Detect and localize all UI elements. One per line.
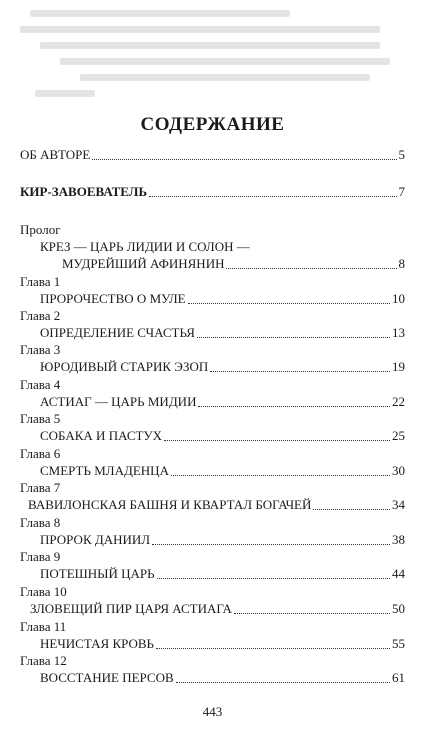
- dot-leader: [164, 440, 390, 441]
- toc-page-number: 44: [392, 566, 405, 581]
- toc-entry-title: КИР-ЗАВОЕВАТЕЛЬ: [20, 184, 148, 199]
- dot-leader: [171, 475, 390, 476]
- toc-page-number: 61: [392, 670, 405, 685]
- toc-entry-label: Глава 6: [20, 446, 61, 461]
- page-number-footer: 443: [202, 704, 223, 719]
- toc-page-number: 13: [392, 325, 405, 340]
- toc-row: [40, 566, 405, 582]
- toc-entry-label: Глава 10: [20, 584, 67, 599]
- toc-row: [40, 359, 405, 375]
- toc-entry-title: ЮРОДИВЫЙ СТАРИК ЭЗОП: [40, 359, 209, 374]
- toc-entry-title-continued: МУДРЕЙШИЙ АФИНЯНИН: [62, 256, 225, 271]
- toc-entry-title: ЗЛОВЕЩИЙ ПИР ЦАРЯ АСТИАГА: [30, 601, 232, 616]
- toc-entry-label: Глава 12: [20, 653, 67, 668]
- dot-leader: [313, 509, 390, 510]
- dot-leader: [156, 648, 390, 649]
- dot-leader: [198, 406, 390, 407]
- toc-entry-title: ПРОРОЧЕСТВО О МУЛЕ: [40, 291, 186, 306]
- toc-entry-label: Глава 11: [20, 619, 67, 634]
- toc-entry-title: ОБ АВТОРЕ: [20, 147, 91, 162]
- toc-entry-title: НЕЧИСТАЯ КРОВЬ: [40, 636, 155, 651]
- toc-entry-title: ОПРЕДЕЛЕНИЕ СЧАСТЬЯ: [40, 325, 195, 340]
- toc-row: [30, 601, 405, 617]
- toc-page-number: 8: [398, 256, 405, 271]
- dot-leader: [176, 682, 390, 683]
- toc-entry-title: ПОТЕШНЫЙ ЦАРЬ: [40, 566, 155, 581]
- toc-entry-label: Глава 1: [20, 274, 61, 289]
- toc-page-number: 19: [392, 359, 405, 374]
- dot-leader: [197, 337, 390, 338]
- toc-entry-label: Пролог: [20, 222, 61, 237]
- toc-page-number: 5: [398, 147, 405, 162]
- toc-entry-title: АСТИАГ — ЦАРЬ МИДИИ: [40, 394, 197, 409]
- show-through-text: [0, 0, 425, 130]
- toc-entry-title: ВАВИЛОНСКАЯ БАШНЯ И КВАРТАЛ БОГАЧЕЙ: [28, 497, 312, 512]
- dot-leader: [210, 371, 390, 372]
- toc-row: [20, 184, 405, 200]
- toc-entry-title: ВОССТАНИЕ ПЕРСОВ: [40, 670, 174, 685]
- toc-page-number: 10: [392, 291, 405, 306]
- toc-page-number: 38: [392, 532, 405, 547]
- page-title: СОДЕРЖАНИЕ: [140, 114, 285, 135]
- dot-leader: [226, 268, 396, 269]
- toc-row: [40, 394, 405, 410]
- toc-page-number: 7: [398, 184, 405, 199]
- toc-row: [20, 147, 405, 163]
- toc-row: [40, 325, 405, 341]
- dot-leader: [149, 196, 396, 197]
- toc-entry-title: КРЕЗ — ЦАРЬ ЛИДИИ И СОЛОН —: [40, 239, 250, 254]
- toc-entry-title: ПРОРОК ДАНИИЛ: [40, 532, 151, 547]
- toc-row: [40, 463, 405, 479]
- toc-row: [62, 256, 405, 272]
- toc-page-number: 55: [392, 636, 405, 651]
- dot-leader: [157, 578, 390, 579]
- toc-row: [40, 532, 405, 548]
- dot-leader: [92, 159, 396, 160]
- toc-entry-label: Глава 5: [20, 411, 61, 426]
- toc-row: [40, 291, 405, 307]
- toc-page-number: 50: [392, 601, 405, 616]
- toc-row: [28, 497, 405, 513]
- toc-entry-label: Глава 9: [20, 549, 61, 564]
- toc-page-number: 25: [392, 428, 405, 443]
- toc-page-number: 22: [392, 394, 405, 409]
- toc-page-number: 34: [392, 497, 405, 512]
- toc-entry-title: СОБАКА И ПАСТУХ: [40, 428, 163, 443]
- toc-entry-label: Глава 4: [20, 377, 61, 392]
- toc-entry-label: Глава 2: [20, 308, 61, 323]
- toc-entry-label: Глава 8: [20, 515, 61, 530]
- toc-entry-title: СМЕРТЬ МЛАДЕНЦА: [40, 463, 169, 478]
- dot-leader: [152, 544, 390, 545]
- dot-leader: [188, 303, 390, 304]
- toc-entry-label: Глава 3: [20, 342, 61, 357]
- toc-row: [40, 428, 405, 444]
- toc-row: [40, 636, 405, 652]
- dot-leader: [234, 613, 390, 614]
- toc-row: [40, 239, 405, 255]
- toc-page-number: 30: [392, 463, 405, 478]
- toc-row: [40, 670, 405, 686]
- toc-entry-label: Глава 7: [20, 480, 61, 495]
